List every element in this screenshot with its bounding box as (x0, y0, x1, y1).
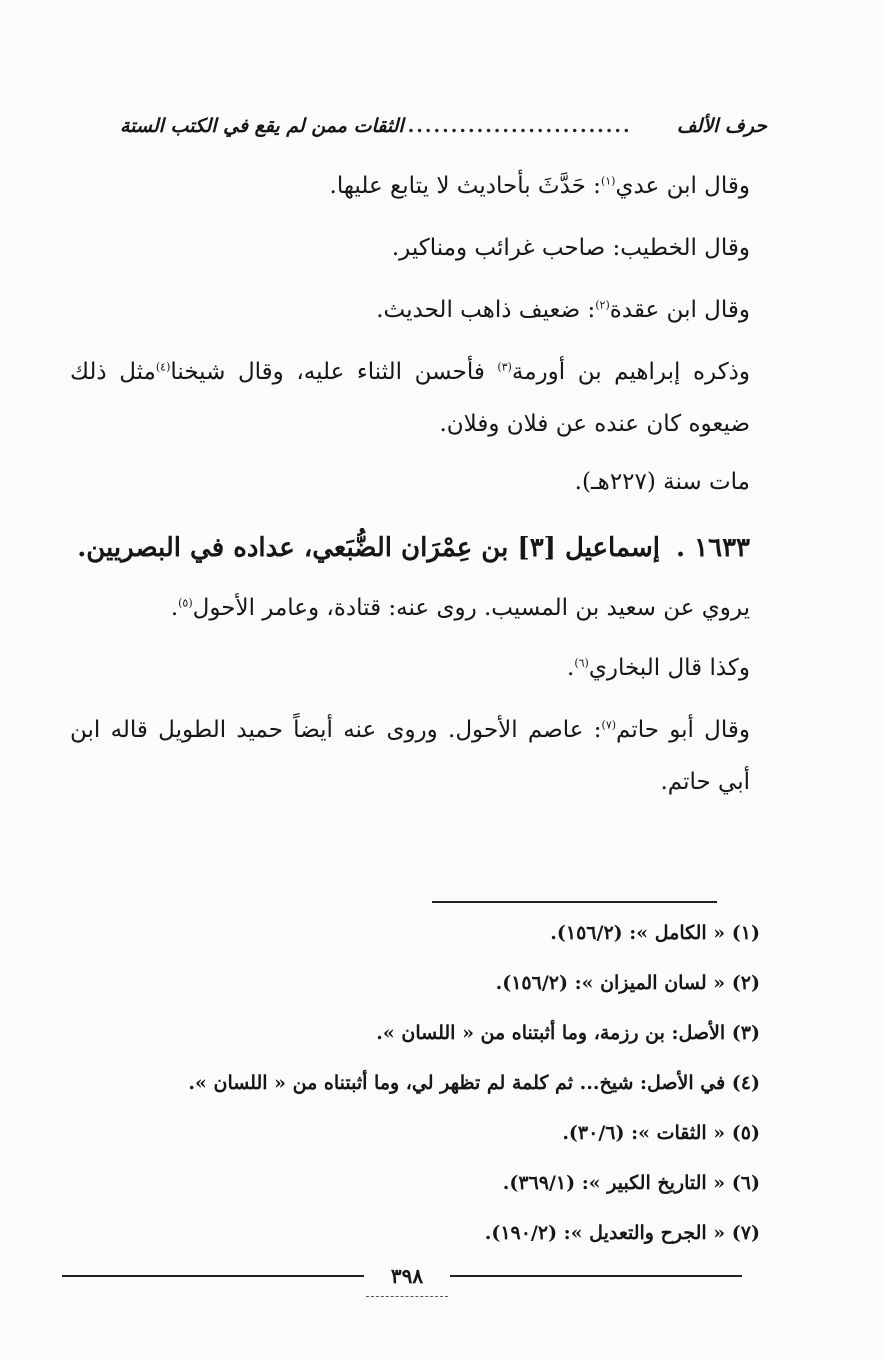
footnote-1: (١) « الكامل »: (١٥٦/٢). (550, 922, 760, 944)
header-dot-leader: .......................... (407, 115, 632, 137)
footnote-6: (٦) « التاريخ الكبير »: (٣٦٩/١). (502, 1172, 760, 1194)
page-rule-left (62, 1275, 364, 1277)
footnote-ref-5[interactable]: (٥) (178, 596, 193, 610)
entry-title: إسماعيل [٣] بن عِمْرَان الضُّبَعي، عداده في البصريين. (77, 533, 661, 563)
paragraph-ibrahim: وذكره إبراهيم بن أورمة$^{(٣)}$ فأحسن الثناء عليه، وقال شيخنا$^{(٤)}$مثل ذلك ضيعوه كان عنده عن فلان وفلان. (70, 359, 751, 437)
paragraph-ibn-uqda: وقال ابن عقدة$^{(٢)}$: ضعيف ذاهب الحديث. (376, 297, 750, 323)
footnote-5: (٥) « الثقات »: (٣٠/٦). (562, 1122, 760, 1144)
footnote-7: (٧) « الجرح والتعديل »: (١٩٠/٢). (484, 1222, 760, 1244)
paragraph-ibn-adi: وقال ابن عدي$^{(١)}$: حَدَّثَ بأحاديث لا يتابع عليها. (329, 173, 750, 199)
footnote-separator (432, 901, 717, 903)
footnote-ref-6[interactable]: (٦) (574, 656, 589, 670)
footnote-ref-2[interactable]: (٢) (595, 298, 610, 312)
footnote-ref-3[interactable]: (٣) (497, 360, 512, 374)
paragraph-bukhari: وكذا قال البخاري$^{(٦)}$. (567, 655, 750, 681)
running-header (120, 106, 767, 146)
paragraph-narrators: يروي عن سعيد بن المسيب. روى عنه: قتادة، وعامر الأحول$^{(٥)}$. (170, 595, 750, 621)
paragraph-death-year: مات سنة (٢٢٧هـ). (574, 469, 750, 495)
page-rule-right (450, 1275, 742, 1277)
footnote-4: (٤) في الأصل: شيخ... ثم كلمة لم تظهر لي، وما أثبتناه من « اللسان ». (188, 1072, 760, 1094)
footnote-2: (٢) « لسان الميزان »: (١٥٦/٢). (495, 972, 760, 994)
paragraph-abu-hatim: وقال أبو حاتم$^{(٧)}$: عاصم الأحول. وروى عنه أيضاً حميد الطويل قاله ابن أبي حاتم. (70, 717, 750, 795)
footnotes (40, 908, 760, 1258)
footnote-ref-4[interactable]: (٤) (155, 360, 171, 374)
entry-number: ١٦٣٣ . (676, 533, 750, 563)
chapter-heading: حرف الألف (676, 115, 767, 137)
book-title: الثقات ممن لم يقع في الكتب الستة (120, 115, 404, 137)
paragraph-khatib: وقال الخطيب: صاحب غرائب ومناكير. (391, 235, 750, 261)
footnote-ref-7[interactable]: (٧) (601, 718, 617, 732)
footnote-ref-1[interactable]: (١) (600, 174, 616, 188)
page-number: ٣٩٨ (366, 1260, 448, 1297)
entry-heading (70, 522, 750, 574)
footnote-3: (٣) الأصل: بن رزمة، وما أثبتناه من « اللسان ». (376, 1022, 760, 1044)
